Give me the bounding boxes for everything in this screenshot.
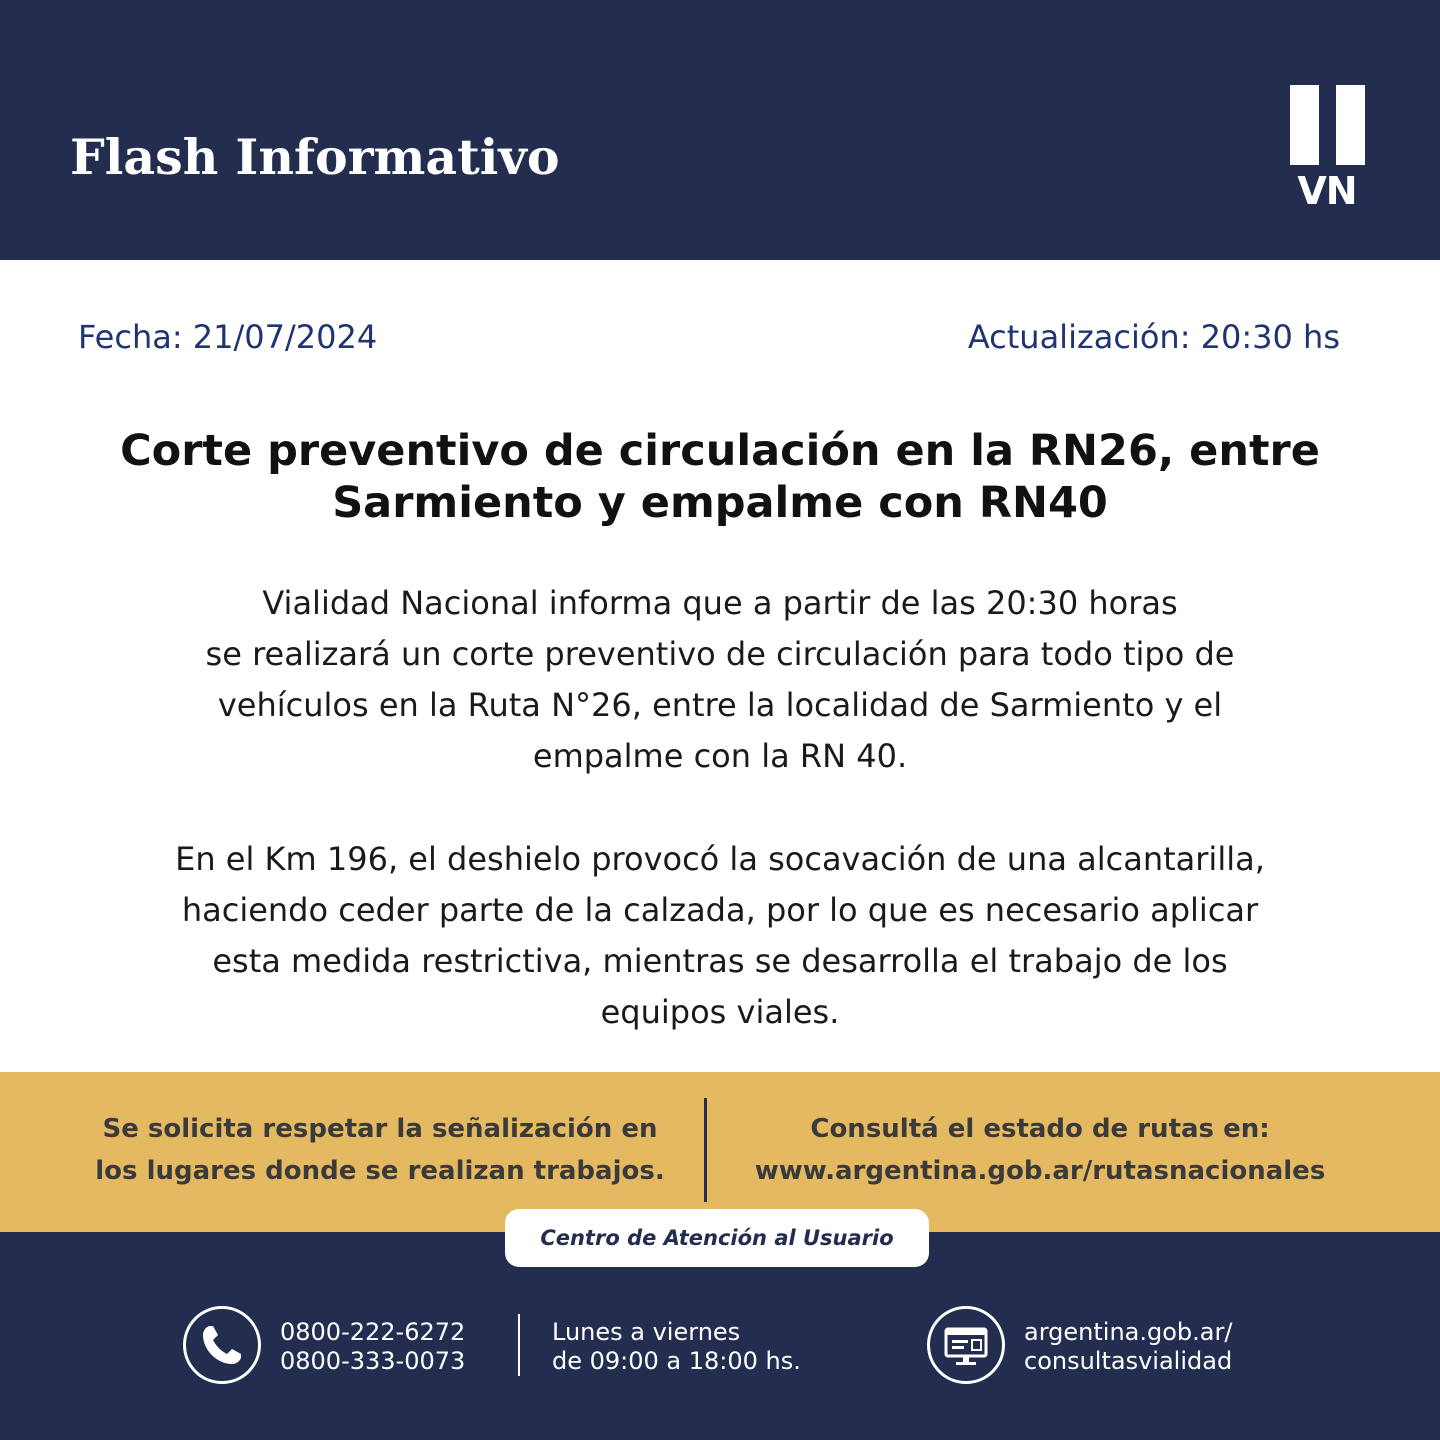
body-line: En el Km 196, el deshielo provocó la socavación de una alcantarilla, <box>175 840 1265 878</box>
body-line: haciendo ceder parte de la calzada, por lo que es necesario aplicar <box>181 891 1259 929</box>
notice-divider <box>704 1098 707 1202</box>
page-title: Flash Informativo <box>70 128 560 186</box>
routes-link[interactable]: www.argentina.gob.ar/rutasnacionales <box>754 1156 1326 1186</box>
phone-number[interactable]: 0800-222-6272 <box>280 1318 466 1346</box>
body-line: empalme con la RN 40. <box>532 737 908 775</box>
service-hours <box>552 1318 801 1376</box>
phone-numbers <box>280 1318 465 1376</box>
routes-notice <box>720 1108 1360 1192</box>
body-line: vehículos en la Ruta N°26, entre la localidad de Sarmiento y el <box>217 686 1223 724</box>
phone-number[interactable]: 0800-333-0073 <box>280 1347 466 1375</box>
consultation-url[interactable] <box>1024 1318 1232 1376</box>
footer-divider <box>518 1314 520 1376</box>
url-line: consultasvialidad <box>1024 1347 1233 1375</box>
logo-bar-right <box>1336 85 1365 165</box>
header-banner <box>0 0 1440 260</box>
phone-icon <box>183 1306 261 1384</box>
body-paragraph-1 <box>90 578 1350 782</box>
headline-line: Corte preventivo de circulación en la RN26, entre <box>120 426 1320 476</box>
headline <box>60 425 1380 529</box>
user-service-center-label: Centro de Atención al Usuario <box>505 1209 929 1267</box>
notice-line: Consultá el estado de rutas en: <box>810 1114 1270 1144</box>
vn-logo <box>1290 85 1365 213</box>
hours-line: de 09:00 a 18:00 hs. <box>552 1347 801 1375</box>
body-line: esta medida restrictiva, mientras se desarrolla el trabajo de los <box>212 942 1228 980</box>
date-label: Fecha: 21/07/2024 <box>78 318 378 356</box>
body-line: Vialidad Nacional informa que a partir de las 20:30 horas <box>262 584 1178 622</box>
logo-bar-left <box>1290 85 1319 165</box>
notice-line: los lugares donde se realizan trabajos. <box>95 1156 665 1186</box>
body-line: se realizará un corte preventivo de circulación para todo tipo de <box>205 635 1235 673</box>
headline-line: Sarmiento y empalme con RN40 <box>332 478 1108 528</box>
update-time-label: Actualización: 20:30 hs <box>967 318 1340 356</box>
url-line: argentina.gob.ar/ <box>1024 1318 1233 1346</box>
computer-monitor-icon <box>927 1306 1005 1384</box>
logo-text: VN <box>1297 169 1357 213</box>
body-line: equipos viales. <box>600 993 840 1031</box>
signage-notice <box>60 1108 700 1192</box>
body-paragraph-2 <box>90 834 1350 1038</box>
hours-line: Lunes a viernes <box>552 1318 741 1346</box>
notice-line: Se solicita respetar la señalización en <box>102 1114 658 1144</box>
